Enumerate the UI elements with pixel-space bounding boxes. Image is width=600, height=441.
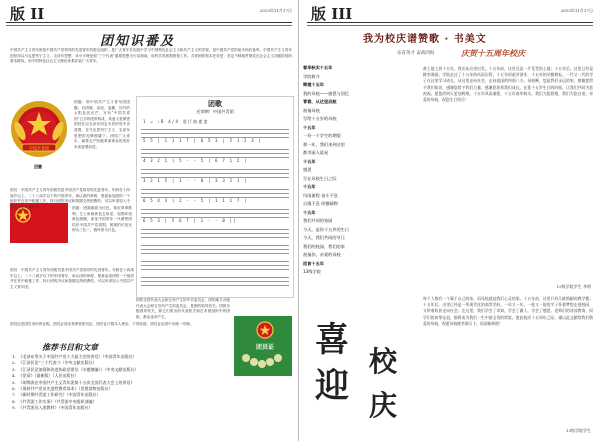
reading-title: 推荐书目和文章: [42, 342, 98, 352]
emblem-text: 团徽：即中国共产主义青年团团徽。以团旗、齿轮、麦穗、初升的太阳及其光芒、写有“中国共青团”五字的绶带构成，其意义是紧密团结在以毛泽东同志为首的党中央周围，在马克思列宁主义、毛泽东思想的光辉照耀下，团结广大青年，朝着无产阶级革命事业的美好未来奋勇前进。: [74, 100, 130, 149]
toc-item[interactable]: 那一年，我们来到这里: [303, 141, 345, 147]
poem-signature: 13级学院学生 李明: [556, 284, 591, 289]
list-item: 2．《江泽民论“三个代表”》（中央文献出版社）: [12, 360, 97, 366]
left-title: 团知识番及: [100, 34, 176, 49]
song-title: 团歌: [208, 99, 222, 108]
toc-item[interactable]: 学院简介: [303, 73, 320, 79]
staff-line-5: [141, 209, 289, 218]
song-line-5: 6 5 3 | 5 6 7 | 1 - - 0 ||: [143, 218, 237, 223]
toc-item[interactable]: 13级学院: [303, 269, 321, 274]
flag-text: 团旗：团旗旗面为红色，象征革命胜利；左上角缀黄色五角星，周围环绕黄色圆圈，象征中国青年一代紧密团结在中国共产党周围。团旗的长宽比例为三比二，旗杆套为白色。: [72, 206, 132, 233]
calli-char-1: 喜: [315, 320, 349, 360]
toc-item[interactable]: 十五年: [303, 209, 316, 215]
list-item: 7．《新时期共青团工作研究》（中国青年出版社）: [12, 392, 101, 398]
staff-line-7: [141, 245, 289, 254]
intro-text: 中国共产主义青年团是中国共产党领导的先进青年的群众组织，是广大青年在实践中学习中国特色社会主义和共产主义的学校，是中国共产党的助手和后备军。中国共产主义青年团坚持以马克思列宁主义、毛泽东思想、邓小平理论和“三个代表”重要思想为行动指南，用科学发展观统领工作。共青团的根本任务是：坚定不移地贯彻党在社会主义初级阶段的基本路线，用中国特色社会主义理论体系武装广大青年。: [10, 48, 292, 64]
list-item: 3．《江泽民论加强和改进执政党建设（专题摘编）》（中央文献出版社）: [12, 366, 139, 372]
list-item: 5．《胡锦涛在中国共产主义青年团第十五次全国代表大会上的讲话》: [12, 379, 135, 385]
congress-text: 团的全国代表大会和它所产生的中央委员会，团的地方各级代表大会和它们所产生的委员会，是团的领导机关。团的各级领导机关，除它们派出的代表机关和在非团组织中的团组，都由选举产生。: [136, 298, 230, 319]
list-item: 8．《共青团工作实务》（共青团中央组织部编）: [12, 398, 97, 404]
emblem-caption: 团徽: [34, 164, 42, 169]
members-text-top: 团员：中国共产主义青年团团员是中国共产党领导的先进青年。年龄在十四周岁以上，二十八周岁以下的中国青年，承认团的章程，愿意参加团的一个组织并在其中积极工作、执行团的决议和按期交纳团费的，可以申请加入中国共产主义青年团。: [10, 188, 130, 209]
left-header-rule: [6, 22, 292, 23]
song-line-4: 6 5 4 3 | 2 - - 5 | 1 1 1 7 |: [143, 198, 248, 203]
right-date: 2013年11月17日: [560, 8, 593, 13]
table-of-contents: [303, 48, 415, 308]
toc-item[interactable]: 我们的校园，我们的家: [303, 243, 345, 249]
toc-item[interactable]: 十五年: [303, 158, 316, 164]
right-page: [301, 0, 599, 441]
calli-char-3: 校: [369, 345, 398, 378]
card-text: 团员证是团员身份的证明。团员必须妥善保管团员证，团员证只限本人使用，不得转借。团员证由团中央统一印制。: [10, 322, 194, 326]
toc-item[interactable]: 风雨兼程 奋斗不息: [303, 192, 338, 198]
card-label: 团员证: [256, 344, 275, 351]
calli-char-4: 庆: [369, 389, 398, 422]
list-item: 9．《共青团员入团教材》（中国青年出版社）: [12, 405, 93, 411]
toc-item[interactable]: 自强不息 厚德载物: [303, 201, 338, 206]
essay-text: 每个人都有一个属于自己的家，而母校就是我们心灵的家。十五年前，这里只有几栋简陋的教学楼；十五年后，这里已经是一所现代化的高等学府。一年又一年，一批又一批的学子怀着梦想走进校园，又带着收获走向社会。在这里，我们学会了求知，学会了做人，学会了感恩。老师们的谆谆教诲，同学们的真挚友谊，都将成为我们一生中最宝贵的财富。值此校庆十五周年之际，谨以此文献给我们敬爱的母校，祝愿母校桃李满天下，再创新辉煌！: [423, 296, 593, 326]
toc-item[interactable]: 辉煌十五年: [303, 82, 324, 87]
members-text: 团员：中国共产主义青年团团员是中国共产党领导的先进青年。年龄在十四周岁以上，二十八周岁以下的中国青年，承认团的章程，愿意参加团的一个组织并在其中积极工作、执行团的决议和按期交纳团费的，可以申请加入中国共产主义青年团。: [10, 268, 134, 289]
emblem-graphic: [8, 98, 70, 162]
toc-item[interactable]: 今天，是你十五岁的生日: [303, 226, 350, 232]
staff-line-2: [141, 149, 289, 158]
left-page-label: 版 II: [10, 5, 45, 23]
staff-line-3: [141, 169, 289, 178]
song-score: [136, 96, 294, 298]
song-line-2: 4 3 2 1 | 5 - - 5 | 6 7 1 2 |: [143, 158, 248, 163]
toc-item[interactable]: 春华秋实十五年: [303, 65, 333, 70]
right-header-rule-2: [307, 25, 593, 26]
toc-item[interactable]: 写在母校生日之际: [303, 175, 337, 181]
toc-item[interactable]: 祝福母校: [303, 107, 320, 113]
toc-item[interactable]: 青春，从这里启航: [303, 99, 337, 104]
member-card: [234, 316, 292, 376]
toc-item[interactable]: 十五年: [303, 124, 316, 130]
right-page-label: 版 III: [311, 5, 353, 23]
toc-item[interactable]: 我们共同的家园: [303, 218, 333, 223]
emblem: [8, 98, 70, 162]
left-header-rule-2: [6, 25, 292, 26]
calligraphy-block: [311, 312, 421, 437]
toc-item[interactable]: 感恩: [303, 167, 312, 172]
toc-item[interactable]: 都市丽人晨星: [303, 150, 329, 155]
essay-signature: 13级学院学生: [565, 428, 591, 433]
toc-item[interactable]: 写给十五岁的母校: [303, 116, 337, 121]
toc-item[interactable]: 祝福你，亲爱的母校: [303, 252, 341, 257]
calli-char-2: 迎: [315, 366, 349, 406]
list-item: 6．《保持共产党员先进性教育读本》（党建读物出版社）: [12, 386, 113, 392]
toc-item[interactable]: 我的母校——感恩与回忆: [303, 90, 350, 96]
svg-text:中国共青团: 中国共青团: [29, 145, 49, 151]
left-date: 2013年11月17日: [259, 8, 292, 13]
toc-item[interactable]: 一份一个学生的期望: [303, 133, 341, 138]
staff-line-1: [141, 129, 289, 138]
list-item: 1．《毛泽东等关于中国共产党十大届大会的讲话》（中国青年出版社）: [12, 354, 137, 359]
toc-item[interactable]: 今天，我们共同的节日: [303, 235, 345, 240]
song-key: 1 = ♭B 4/4 进行曲速度: [143, 119, 209, 124]
left-page: [0, 0, 299, 441]
song-subtitle: 光荣啊！中国共青团: [196, 109, 234, 114]
poem-text: 黄土地上的十五年，我们从这里出发。十五年前，这里还是一片荒芜的土地；十五年后，这里已经是桃李满园。学院走过了十五年的风雨历程，十五年的艰苦创业，十五年的辛勤耕耘。一代又一代的学子在这里学习成长，从这里走向社会，走向祖国的四面八方。母校啊，您是我们永远的家。感谢您给予我们知识，感谢您给予我们力量，感谢您培养我们成长。在您十五岁生日的时候，让我们共同为您祝福，愿您的明天更加辉煌。十五年风雨兼程，十五年春华秋实。我们为您骄傲，我们为您自豪。亲爱的母校，祝您生日快乐！: [423, 66, 593, 103]
staff-line-9: [141, 277, 289, 286]
staff-line-8: [141, 261, 289, 270]
song-line-1: 5 5 | 1 1 1 7 | 6 5 3 | 5 1 2 3 |: [143, 138, 263, 143]
list-item: 4．《党章》（最新版）（人民出版社）: [12, 373, 79, 379]
staff-line-6: [141, 229, 289, 238]
toc-item[interactable]: 回首十五年: [303, 260, 324, 266]
song-line-3: 3 2 1 5 | 1 - - 0 | 3 3 2 1 |: [143, 178, 248, 183]
staff-line-4: [141, 189, 289, 198]
right-line3: 乐育英才 奋战四海: [397, 51, 435, 56]
right-header-rule: [307, 22, 593, 23]
toc-item[interactable]: 十五年: [303, 184, 316, 189]
reading-list: [12, 354, 232, 438]
right-title: 我为校庆谱赞歌 · 书美文: [363, 34, 487, 45]
right-subtitle: 庆贺十五周年校庆: [461, 49, 525, 58]
